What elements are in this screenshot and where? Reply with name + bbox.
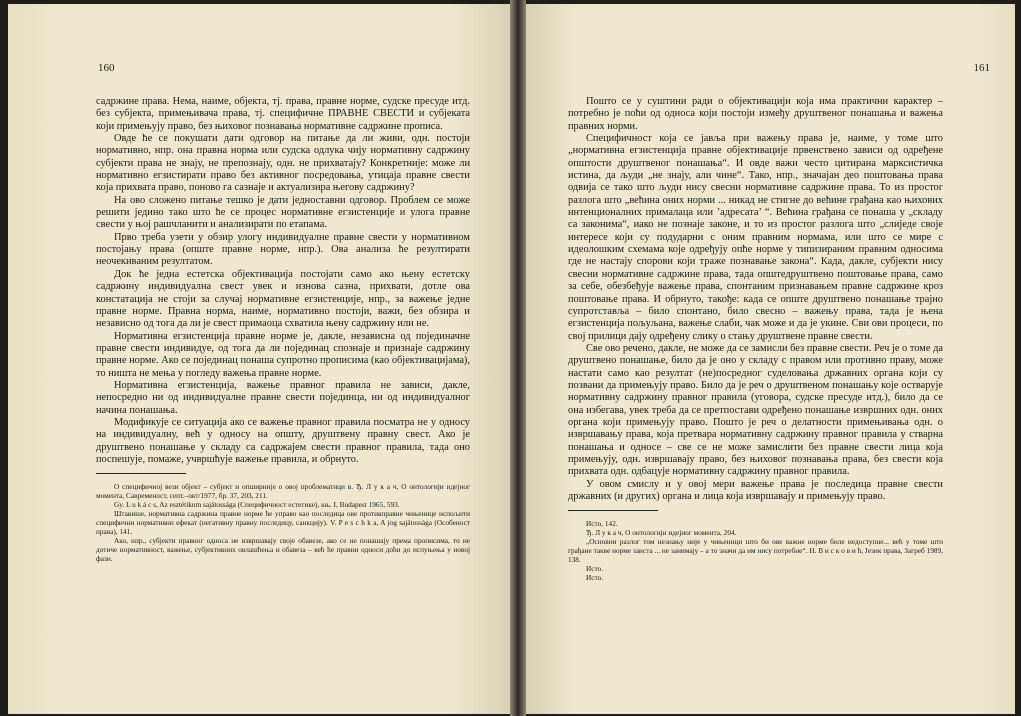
left-page bbox=[8, 4, 510, 714]
paragraph: Нормативна егзистенција, важење правног правила не зависи, дакле, непосредно ни од индивидуалне правне свести појединца, ни од индивидуалног начина понашања. bbox=[96, 379, 470, 416]
footnote: Исто, 142. bbox=[586, 519, 618, 529]
paragraph: Овде ће се покушати дати одговор на питање да ли живи, одн. постоји нормативно, нпр. она правна норма или судска одлука чију нормативну садржину субјекти права не знају, не препознају, одн. не прихватају? Конкретније: може ли нормативно егзистирати право без активног посредовања, утицаја правне свести која прихвата право, поново га сазнаје и актуализира његову садржину? bbox=[96, 133, 470, 194]
paragraph: Модификује се ситуација ако се важење правног правила посматра не у односу на индивидуалну, већ у односу на општу, друштвену правну свест. Ако је друштвено понашање у складу са садржајем свести правног правила, тада оно поспешује, помаже, учвршћује важење правила, и обрнуто. bbox=[96, 416, 470, 465]
footnote: О специфичној вези објект – субјект и опширније о овој проблематици в. Ђ. Л у к а ч, О онтологији идејног момента, Савременост, септ.–окт/1977, бр. 37, 203, 211. bbox=[96, 482, 470, 501]
paragraph: Док ће једна естетска објективација постојати само ако њену естетску садржину индивидуална свест увек и изнова сазна, прихвати, дотле ова констатација не стоји за случај нормативне егзистенције, нпр., за важење једне правне норме. Правна норма, наиме, нормативно постоји, важи, без обзира и независно од тога да ли је свест примаоца схватила њену садржину или не. bbox=[96, 268, 470, 330]
footnote: Штавише, нормативна садржина правне норме ће управо као последица ове противправне чињенице испољити специфични нормативни ефекат (негативну правну последицу, санкцију). V. P e s c h k a, A jog sajátossága (Особеност права), 141. bbox=[96, 509, 470, 537]
page-body bbox=[568, 96, 943, 582]
page-number: 161 bbox=[973, 62, 990, 74]
book-gutter bbox=[510, 0, 526, 716]
footnote: „Основни разлог том незнању није у чињеници што би ове важне норме биле недоступне... већ у томе што грађане такве норме заиста ... не занимају – а то значи да им нису потребне“. Н. В и с к о в и ћ, Језик права, Загреб 1989, 138. bbox=[568, 537, 943, 565]
footnote-rule bbox=[568, 510, 658, 511]
footnote: Исто. bbox=[586, 573, 604, 583]
page-number: 160 bbox=[98, 62, 115, 74]
paragraph: Нормативна егзистенција правне норме је, дакле, независна од појединачне правне свести индивидуе, од тога да ли појединац спознаје и признаје садржину правне норме. Ако се појединац понаша супротно прописима (као објективацијама), то ништа не мења у погледу важења правне норме. bbox=[96, 330, 470, 379]
footnote: Ако, нпр., субјекти правног односа не извршавају своје обавезе, ако се не понашају према прописима, то не дотиче нормативност, важење, субјективних овлашћења и обавеза – већ ће правни односи доћи до испуњења у новој фази. bbox=[96, 536, 470, 564]
paragraph: На ово сложено питање тешко је дати једноставни одговор. Проблем се може решити једино тако што ће се процес нормативне егзистенције и улога правне свести у њој рашчланити и анализирати по етапама. bbox=[96, 194, 470, 231]
page-body bbox=[96, 96, 470, 563]
right-page bbox=[526, 4, 1015, 714]
paragraph: У овом смислу и у овој мери важење права је последица правне свести државних (и других) органа и лица која извршавају и примењују право. bbox=[568, 478, 943, 502]
paragraph: Прво треба узети у обзир улогу индивидуалне правне свести у нормативном постојању права (опште правне норме, нпр.). Ова анализа ће резултирати неочекиваним резултатом. bbox=[96, 231, 470, 268]
footnote-rule bbox=[96, 473, 186, 474]
paragraph: Све ово речено, дакле, не може да се замисли без правне свести. Реч је о томе да друштвено понашање, било да је оно у складу с правом или противно праву, може настати само као резултат (не)посредног суделовања државних органа који су позвани да примењују право. Било да је реч о друштвеном понашању које остварује нормативну садржину правног правила (уговора, судске пресуде итд.), било да се она избегава, увек треба да се претпостави одређено понашање извршних одн. оних органа који примењују право. Пошто је реч о делатности примењивања одн. о извршавању права, која претвара нормативну садржину правног правила у стварна понашања и односе – све се не може замислити без правне свести лица која примењују, одн. извршавају право, без њиховог познавања права, без свести која прихвата одн. одбацује нормативну садржину правног правила. bbox=[568, 342, 943, 478]
footnote: Исто. bbox=[586, 564, 604, 574]
paragraph: садржине права. Нема, наиме, објекта, тј. права, правне норме, судске пресуде итд. без субјекта, примењивача права, тј. специфичне ПРАВНЕ СВЕСТИ и субјеката који примењују право, без њиховог познавања нормативне садржине прописа. bbox=[96, 96, 470, 132]
footnote: Gy. L u k á c s, Az esztétikum sajátossága (Специфичност естетике), књ. I, Budapest 1965, 593. bbox=[114, 500, 400, 510]
footnote: Ђ. Л у к а ч, О онтологији идејног момента, 204. bbox=[586, 528, 737, 538]
paragraph: Специфичност која се јавља при важењу права је, наиме, у томе што „нормативна егзистенција правне објективације првенствено зависи од одређене општости друштвеног понашања“. И овде важи често цитирана марксистичка истина, да људи „не знају, али чине“. Тако, нпр., значајан део поштовања права одвија се тако што људи нису свесни нормативне садржине права. То из простог разлога што „већина оних норми ... никад не стигне до већине грађана као њихових интенционалних прималаца или ’адресата’ “. Већина грађана се понаша у „складу са законима“, иако не познаје законе, и то из простог разлога што „слиједе своје интересе који су подударни с оним правним нормама, или што се мире с идеолошким схемама које одређују опће норме у типизираним правним односима где не настају спорови који траже познавање закона“. Када, дакле, субјекти нису свесни нормативне садржине права, тада општедруштвено поштовање права, само за себе, обезбеђује важење права, спонтаним признавањем правне садржине кроз поштовање права. И обрнуто, такође: када се опште друштвено понашање трајно супротставља – било спонтано, било свесно – важењу права, тада је њена егзистенција пољуљана, важење слаби, чак може и да је укине. Сви ови процеси, по свој прилици дају одређену слику о стању друштвене правне свести. bbox=[568, 133, 943, 342]
paragraph: Пошто се у суштини ради о објективацији која има практични карактер – потребно је поћи од односа који постоји између друштвеног понашања и важења правних норми. bbox=[568, 96, 943, 132]
